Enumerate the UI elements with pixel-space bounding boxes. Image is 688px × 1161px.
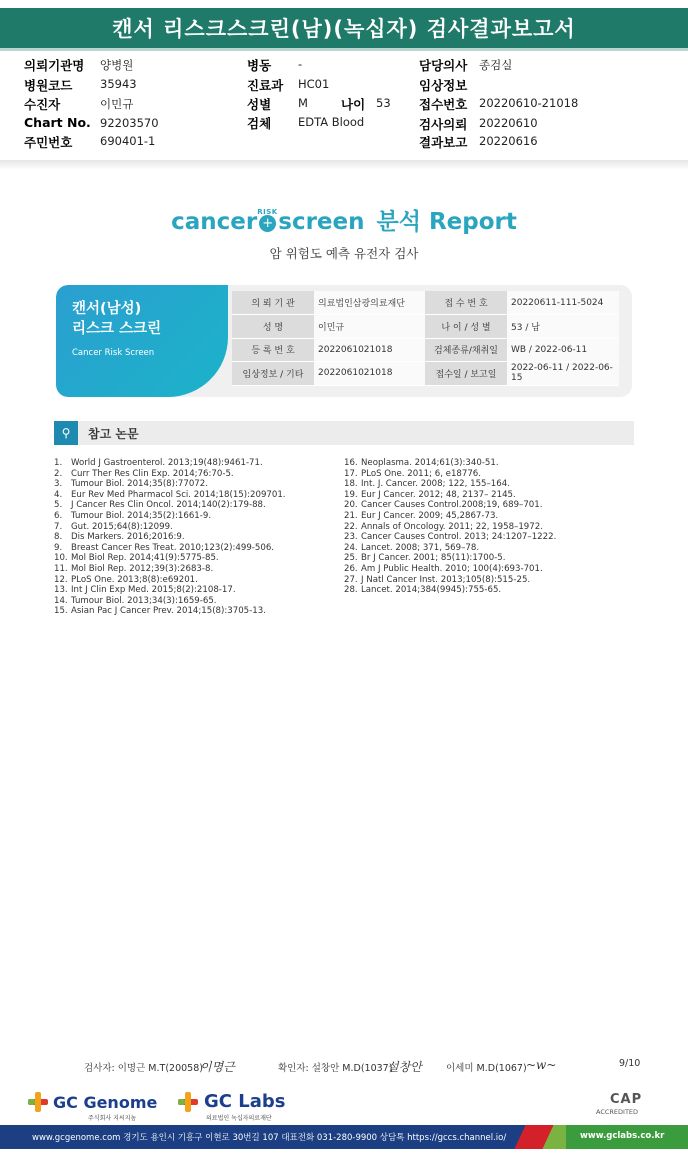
reference-number: 5. <box>54 500 63 511</box>
table-row <box>232 315 619 339</box>
reference-number: 10. <box>54 553 68 564</box>
header-label: 결과보고 <box>419 135 468 150</box>
header-label: 진료과 <box>247 78 284 93</box>
reference-number: 22. <box>344 521 358 532</box>
header-value: EDTA Blood <box>298 115 365 129</box>
header-label: 성별 <box>247 97 272 112</box>
info-value: 20220611-111-5024 <box>507 291 619 315</box>
reference-text: Am J Public Health. 2010; 100(4):693-701. <box>361 563 543 574</box>
cancer-screen-logo <box>0 203 688 243</box>
cap-accredited-text: ACCREDITED <box>596 1108 639 1116</box>
reference-item <box>54 575 286 586</box>
reference-number: 28. <box>344 585 358 596</box>
table-row <box>232 291 619 315</box>
card-title-line1: 캔서(남성) <box>72 301 142 317</box>
info-label: 나 이 / 성 별 <box>425 315 507 339</box>
reference-text: Int. J. Cancer. 2008; 122, 155–164. <box>361 479 510 490</box>
header-label: 병원코드 <box>24 78 73 93</box>
gc-labs-sub: 의료법인 녹십자의료재단 <box>206 1115 272 1122</box>
info-value: 53 / 남 <box>507 315 619 339</box>
reference-item <box>54 585 286 596</box>
confirmer-name: 확인자: 설창안 M.D(1037) <box>278 1063 393 1074</box>
card-title-en: Cancer Risk Screen <box>72 348 155 358</box>
reference-text: Cancer Causes Control. 2013; 24:1207–1222. <box>361 532 557 543</box>
table-row <box>232 338 619 362</box>
table-row <box>232 362 619 386</box>
info-value: 이민규 <box>314 315 425 339</box>
info-label: 등 록 번 호 <box>232 338 314 362</box>
reference-item <box>344 564 556 575</box>
reference-text: Int J Clin Exp Med. 2015;8(2):2108-17. <box>71 585 236 596</box>
footer-website-link[interactable]: www.gclabs.co.kr <box>580 1131 665 1141</box>
reference-item <box>54 490 286 501</box>
reference-number: 23. <box>344 532 358 543</box>
reference-item <box>344 543 556 554</box>
header-label: 수진자 <box>24 97 61 112</box>
title-underline <box>0 48 688 51</box>
reference-text: Neoplasma. 2014;61(3):340-51. <box>361 458 499 468</box>
card-title-panel <box>56 285 228 397</box>
reference-number: 12. <box>54 574 68 585</box>
reference-item <box>344 490 556 501</box>
document-search-icon: ⚲ <box>54 421 78 445</box>
reference-text: World J Gastroenterol. 2013;19(48):9461-71. <box>71 458 263 468</box>
header-label: 검체 <box>247 116 272 131</box>
header-label: 담당의사 <box>419 58 468 73</box>
reference-text: Br J Cancer. 2001; 85(11):1700-5. <box>361 553 506 564</box>
reference-number: 24. <box>344 542 358 553</box>
report-subtitle: 암 위험도 예측 유전자 검사 <box>269 246 419 261</box>
doctor-signature: ~w~ <box>526 1058 557 1072</box>
plus-icon: RISK + <box>259 215 276 232</box>
footer-bar <box>0 1125 688 1149</box>
reference-text: Mol Biol Rep. 2014;41(9):5775-85. <box>71 553 219 564</box>
info-value: 2022061021018 <box>314 338 425 362</box>
reference-text: J Cancer Res Clin Oncol. 2014;140(2):179-88. <box>71 500 266 511</box>
info-label: 접 수 번 호 <box>425 291 507 315</box>
info-value: 2022061021018 <box>314 362 425 386</box>
reference-item <box>54 511 286 522</box>
info-label: 의 뢰 기 관 <box>232 291 314 315</box>
reference-number: 4. <box>54 489 63 500</box>
age-label: 나이 <box>341 97 366 112</box>
header-value: 92203570 <box>100 116 159 130</box>
reference-item <box>344 479 556 490</box>
reference-number: 6. <box>54 510 63 521</box>
info-label: 임상정보 / 기타 <box>232 362 314 386</box>
reference-item <box>54 522 286 533</box>
section-divider <box>0 160 688 170</box>
header-value: M <box>298 96 308 110</box>
header-value: 20220616 <box>479 134 538 148</box>
header-value: HC01 <box>298 77 330 91</box>
patient-info-table <box>232 291 619 386</box>
card-title-line2: 리스크 스크린 <box>72 321 162 337</box>
logo-word-screen: screen <box>278 209 365 235</box>
reference-number: 3. <box>54 479 63 490</box>
header-label: 병동 <box>247 58 272 73</box>
reference-number: 1. <box>54 458 63 468</box>
reference-item <box>344 532 556 543</box>
reference-item <box>54 532 286 543</box>
logo-report-text: 분석 Report <box>376 209 517 235</box>
reference-number: 7. <box>54 521 63 532</box>
reference-text: J Natl Cancer Inst. 2013;105(8):515-25. <box>361 574 531 585</box>
reference-number: 21. <box>344 510 358 521</box>
reference-number: 9. <box>54 542 63 553</box>
references-list-left <box>54 458 286 617</box>
reference-number: 18. <box>344 479 358 490</box>
patient-header <box>0 56 688 152</box>
footer-address: www.gcgenome.com 경기도 용인시 기흥구 이현로 30번길 107 대표전화 031-280-9900 상담톡 https://gccs.channel.io/ <box>32 1133 507 1143</box>
reference-text: Mol Biol Rep. 2012;39(3):2683-8. <box>71 563 214 574</box>
reference-item <box>344 458 556 469</box>
reference-number: 13. <box>54 585 68 596</box>
reference-text: Dis Markers. 2016;2016:9. <box>71 532 185 543</box>
reference-text: PLoS One. 2013;8(8):e69201. <box>71 574 198 585</box>
reference-item <box>344 500 556 511</box>
header-value: 35943 <box>100 77 137 91</box>
reference-number: 26. <box>344 563 358 574</box>
reference-number: 27. <box>344 574 358 585</box>
reference-number: 8. <box>54 532 63 543</box>
reference-text: PLoS One. 2011; 6, e18776. <box>361 468 482 479</box>
reference-text: Tumour Biol. 2014;35(8):77072. <box>71 479 208 490</box>
reference-number: 15. <box>54 606 68 617</box>
reference-text: Eur Rev Med Pharmacol Sci. 2014;18(15):209701. <box>71 489 286 500</box>
header-label: 접수번호 <box>419 97 468 112</box>
info-label: 성 명 <box>232 315 314 339</box>
reference-number: 20. <box>344 500 358 511</box>
report-title: 캔서 리스크스크린(남)(녹십자) 검사결과보고서 <box>0 8 688 48</box>
age-value: 53 <box>376 96 391 110</box>
reference-text: Breast Cancer Res Treat. 2010;123(2):499-506. <box>71 542 275 553</box>
reference-text: Asian Pac J Cancer Prev. 2014;15(8):3705-13. <box>71 606 266 617</box>
header-label: 검사의뢰 <box>419 117 468 132</box>
gc-cross-icon <box>28 1092 48 1112</box>
header-value: 종검실 <box>479 58 513 72</box>
reference-number: 11. <box>54 563 68 574</box>
doctor-name: 이세미 M.D(1067) <box>446 1063 527 1074</box>
reference-item <box>344 522 556 533</box>
reference-item <box>54 553 286 564</box>
footer-logos <box>0 1088 688 1124</box>
reference-number: 17. <box>344 468 358 479</box>
gc-cross-icon <box>178 1092 198 1112</box>
reference-item <box>54 469 286 480</box>
reference-number: 2. <box>54 468 63 479</box>
reference-number: 14. <box>54 595 68 606</box>
tester-signature: 이명근 <box>200 1060 235 1074</box>
gc-genome-sub: 주식회사 지씨지놈 <box>88 1115 137 1122</box>
references-header <box>54 421 634 445</box>
info-value: WB / 2022-06-11 <box>507 338 619 362</box>
header-value: - <box>298 57 303 71</box>
header-label: 임상정보 <box>419 78 468 93</box>
reference-item <box>54 479 286 490</box>
reference-item <box>344 469 556 480</box>
references-title: 참고 논문 <box>88 427 139 441</box>
header-value: 20220610-21018 <box>479 96 579 110</box>
reference-number: 25. <box>344 553 358 564</box>
reference-item <box>54 606 286 617</box>
info-value: 의료법인삼광의료재단 <box>314 291 425 315</box>
reference-text: Cancer Causes Control.2008;19, 689–701. <box>361 500 543 511</box>
reference-text: Tumour Biol. 2013;34(3):1659-65. <box>71 595 217 606</box>
header-label: 주민번호 <box>24 135 73 150</box>
reference-text: Gut. 2015;64(8):12099. <box>71 521 173 532</box>
reference-text: Eur J Cancer. 2009; 45,2867-73. <box>361 510 499 521</box>
reference-item <box>54 500 286 511</box>
reference-item <box>54 543 286 554</box>
reference-item <box>344 585 556 596</box>
cap-text: CAP <box>610 1092 643 1107</box>
reference-text: Eur J Cancer. 2012; 48, 2137– 2145. <box>361 489 516 500</box>
info-label: 접수일 / 보고일 <box>425 362 507 386</box>
header-label: 의뢰기관명 <box>24 58 85 73</box>
info-label: 검체종류/채취일 <box>425 338 507 362</box>
header-label: Chart No. <box>24 115 91 130</box>
page-number: 9/10 <box>619 1058 641 1069</box>
reference-item <box>54 458 286 469</box>
reference-item <box>344 575 556 586</box>
header-value: 이민규 <box>100 97 134 111</box>
gc-labs-name: GC Labs <box>204 1091 286 1112</box>
header-value: 690401-1 <box>100 134 156 148</box>
reference-item <box>344 553 556 564</box>
reference-number: 19. <box>344 489 358 500</box>
logo-risk-tag: RISK <box>257 208 278 216</box>
gc-genome-name: GC Genome <box>53 1093 158 1112</box>
references-list-right <box>344 458 556 596</box>
reference-text: Tumour Biol. 2014;35(2):1661-9. <box>71 510 212 521</box>
reference-item <box>54 564 286 575</box>
header-value: 양병원 <box>100 58 134 72</box>
reference-text: Lancet. 2014;384(9945):755-65. <box>361 585 502 596</box>
confirmer-signature: 설창안 <box>387 1060 422 1074</box>
reference-number: 16. <box>344 458 358 468</box>
reference-item <box>54 596 286 607</box>
reference-text: Lancet. 2008; 371, 569–78. <box>361 542 480 553</box>
header-value: 20220610 <box>479 116 538 130</box>
cap-accredited-badge <box>592 1092 656 1122</box>
reference-item <box>344 511 556 522</box>
info-value: 2022-06-11 / 2022-06-15 <box>507 362 619 386</box>
reference-text: Curr Ther Res Clin Exp. 2014;76:70-5. <box>71 468 234 479</box>
logo-word-cancer: cancer <box>171 209 258 235</box>
tester-name: 검사자: 이명근 M.T(20058) <box>84 1063 203 1074</box>
reference-text: Annals of Oncology. 2011; 22, 1958–1972. <box>361 521 543 532</box>
